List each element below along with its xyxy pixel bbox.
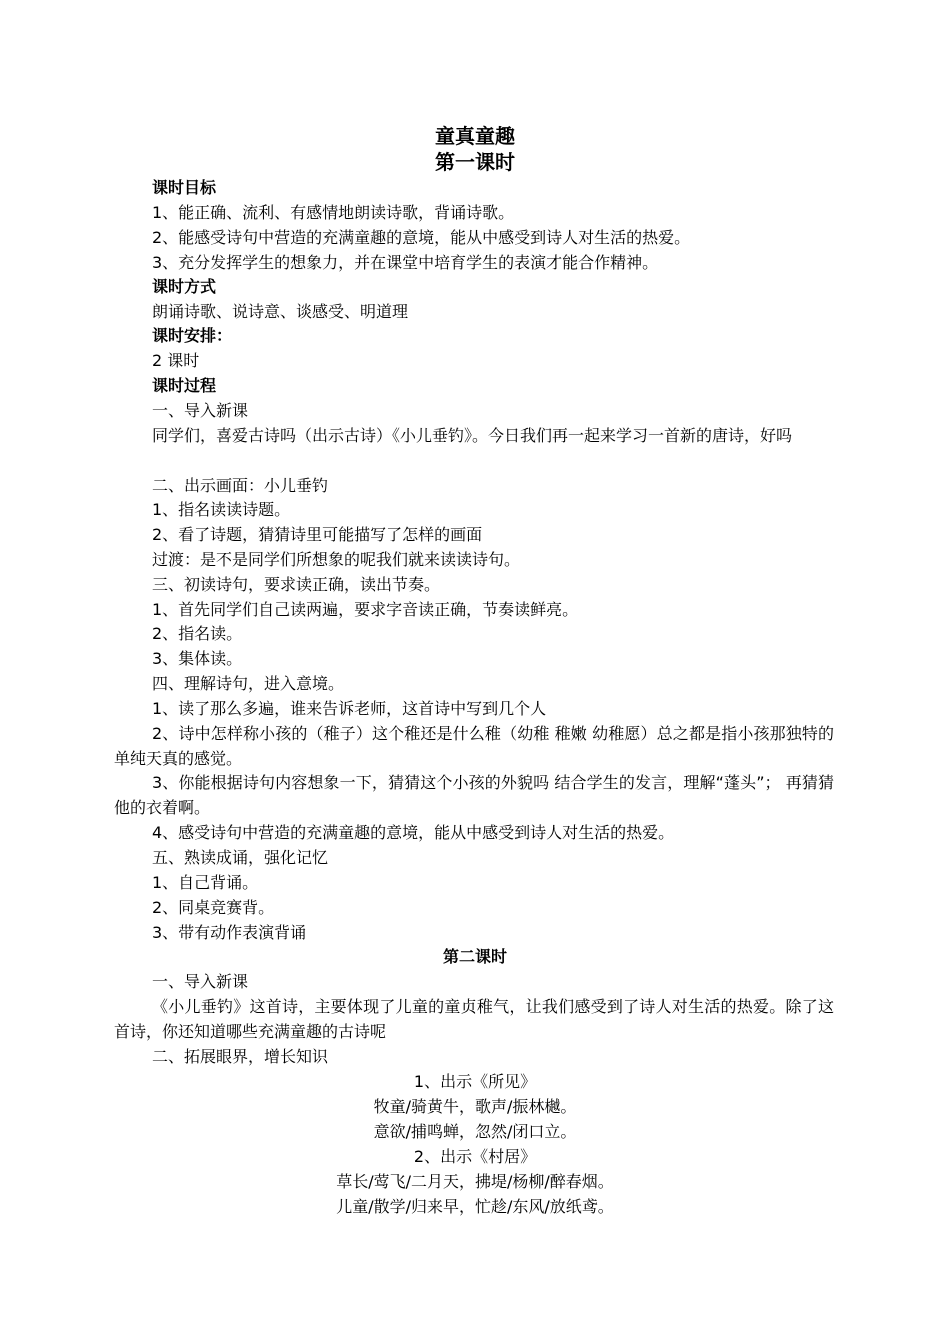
list-item: 2、指名读。	[152, 624, 243, 643]
list-item: 2、看了诗题，猜猜诗里可能描写了怎样的画面	[152, 525, 483, 544]
list-item: 过渡：是不是同学们所想象的呢我们就来读读诗句。	[152, 550, 521, 569]
section-title: 一、导入新课	[152, 401, 249, 420]
list-item: 3、带有动作表演背诵	[152, 923, 307, 942]
schedule-text: 2 课时	[152, 351, 200, 370]
lesson2-heading: 第二课时	[442, 947, 507, 966]
poem-line: 草长/莺飞/二月天，拂堤/杨柳/醉春烟。	[336, 1172, 614, 1191]
goal-item: 3、充分发挥学生的想象力，并在课堂中培育学生的表演才能合作精神。	[152, 253, 659, 272]
goal-item: 2、能感受诗句中营造的充满童趣的意境，能从中感受到诗人对生活的热爱。	[152, 228, 691, 247]
schedule-label: 课时安排：	[152, 326, 233, 345]
section-title: 四、理解诗句，进入意境。	[152, 674, 345, 693]
section-paragraph: 《小儿垂钓》这首诗，主要体现了儿童的童贞稚气，让我们感受到了诗人对生活的热爱。除了这首诗，你还知道哪些充满童趣的古诗呢	[114, 997, 834, 1041]
section-title: 五、熟读成诵，强化记忆	[152, 848, 329, 867]
poem-line: 意欲/捕鸣蝉，忽然/闭口立。	[373, 1122, 577, 1141]
list-item-paragraph: 2、诗中怎样称小孩的（稚子）这个稚还是什么稚（幼稚 稚嫩 幼稚愿）总之都是指小孩那独特的单纯天真的感觉。	[114, 724, 834, 768]
list-item: 3、集体读。	[152, 649, 243, 668]
method-label: 课时方式	[152, 277, 217, 296]
lesson1-heading: 第一课时	[435, 150, 515, 174]
document-title: 童真童趣	[435, 124, 515, 148]
section-title: 二、拓展眼界，增长知识	[152, 1047, 329, 1066]
list-item: 1、读了那么多遍，谁来告诉老师，这首诗中写到几个人	[152, 699, 547, 718]
list-item: 1、首先同学们自己读两遍，要求字音读正确，节奏读鲜亮。	[152, 600, 579, 619]
section-title: 三、初读诗句，要求读正确，读出节奏。	[152, 575, 441, 594]
poem-line: 牧童/骑黄牛，歌声/振林樾。	[373, 1097, 577, 1116]
section-title: 二、出示画面：小儿垂钓	[152, 476, 329, 495]
poem-line: 儿童/散学/归来早，忙趁/东风/放纸鸢。	[336, 1197, 614, 1216]
list-item: 1、自己背诵。	[152, 873, 259, 892]
method-text: 朗诵诗歌、说诗意、谈感受、明道理	[152, 302, 409, 321]
list-item-paragraph: 3、你能根据诗句内容想象一下，猜猜这个小孩的外貌吗 结合学生的发言，理解“蓬头”； 再猜猜他的衣着啊。	[114, 773, 834, 817]
goals-label: 课时目标	[152, 178, 217, 197]
poem-heading: 2、出示《村居》	[413, 1147, 537, 1166]
poem-heading: 1、出示《所见》	[413, 1072, 537, 1091]
process-label: 课时过程	[152, 376, 217, 395]
section-paragraph: 同学们，喜爱古诗吗（出示古诗）《小儿垂钓》。今日我们再一起来学习一首新的唐诗，好吗	[152, 426, 793, 445]
list-item: 2、同桌竞赛背。	[152, 898, 275, 917]
goal-item: 1、能正确、流利、有感情地朗读诗歌，背诵诗歌。	[152, 203, 515, 222]
list-item: 1、指名读读诗题。	[152, 500, 291, 519]
list-item: 4、感受诗句中营造的充满童趣的意境，能从中感受到诗人对生活的热爱。	[152, 823, 675, 842]
section-title: 一、导入新课	[152, 972, 249, 991]
